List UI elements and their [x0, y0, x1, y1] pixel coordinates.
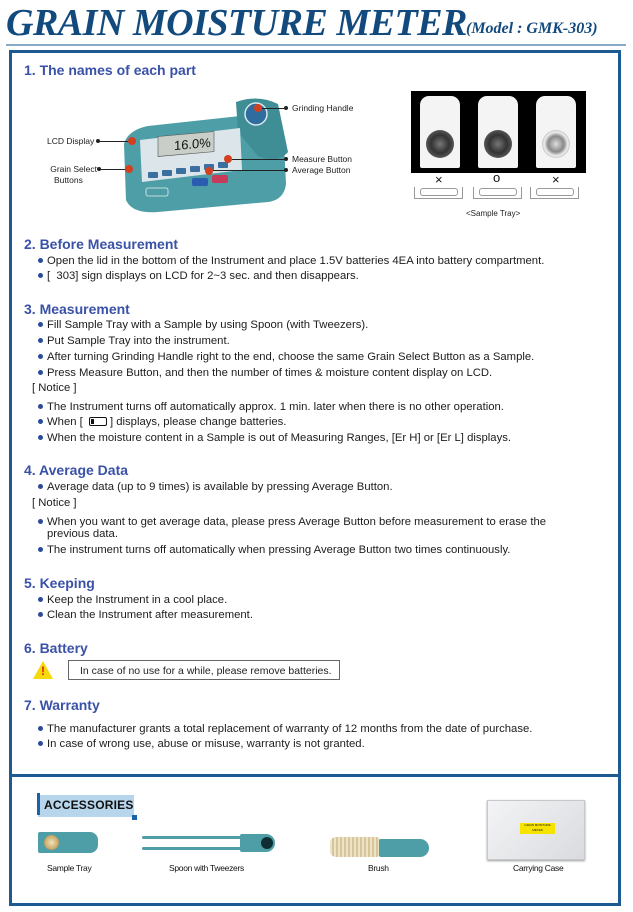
callout-dot: [284, 157, 288, 161]
list-item: Keep the Instrument in a cool place.: [38, 593, 227, 607]
tray-well: [44, 835, 59, 850]
accessory-label-sample-tray: Sample Tray: [47, 863, 92, 873]
section-heading-battery: 6. Battery: [24, 640, 88, 656]
bullet-icon: [38, 612, 43, 617]
measure-leader: [232, 159, 284, 160]
section-heading-keeping: 5. Keeping: [24, 575, 95, 591]
bullet-icon: [38, 547, 43, 552]
accessory-label-brush: Brush: [368, 863, 389, 873]
bullet-icon: [38, 273, 43, 278]
incorrect-mark: ×: [435, 172, 443, 187]
bullet-icon: [38, 519, 43, 524]
sample-tray-correct: [478, 96, 518, 168]
grinding-handle-marker: [254, 104, 262, 112]
spoon-tweezers-image: [142, 836, 275, 850]
list-item: After turning Grinding Handle right to the end, choose the same Grain Select Button as a Sample.: [38, 350, 534, 364]
sample-tray-caption: <Sample Tray>: [466, 209, 521, 218]
list-item: When [ ] displays, please change batteries.: [38, 415, 286, 429]
grain-select-leader: [100, 169, 126, 170]
list-item: [ 303] sign displays on LCD for 2~3 sec. and then disappears.: [38, 269, 359, 283]
lcd-reading: 16.0%: [174, 134, 211, 154]
title-bar: [6, 2, 626, 46]
bullet-icon: [38, 404, 43, 409]
callout-dot: [284, 168, 288, 172]
list-item: When you want to get average data, please press Average Button before measurement to erase the: [38, 515, 546, 529]
label-grain-select-buttons: Buttons: [54, 175, 83, 185]
label-grain-select: Grain Select: [50, 164, 97, 174]
sample-tray-image: [38, 832, 98, 853]
carrying-case-image: [487, 800, 585, 860]
grinding-handle-leader: [262, 108, 284, 109]
sample-tray-underfilled: [536, 96, 576, 168]
accessories-badge: [38, 795, 134, 817]
bullet-icon: [38, 741, 43, 746]
accessories-divider: [9, 774, 621, 777]
section-heading-average: 4. Average Data: [24, 462, 129, 478]
list-item: When the moisture content in a Sample is out of Measuring Ranges, [Er H] or [Er L] displays.: [38, 431, 511, 445]
average-key: [192, 178, 208, 186]
list-item: In case of wrong use, abuse or misuse, warranty is not granted.: [38, 737, 365, 751]
warning-exclamation: !: [41, 664, 45, 678]
accessories-heading: ACCESSORIES: [44, 798, 134, 812]
tweezer-arm: [142, 847, 250, 850]
grain-sample: [542, 130, 570, 158]
tray-side-view: [414, 187, 463, 199]
sample-tray-photos: [411, 91, 586, 173]
battery-low-icon: [89, 417, 107, 426]
tray-side-view: [473, 187, 522, 199]
list-item: Press Measure Button, and then the number of times & moisture content display on LCD.: [38, 366, 492, 380]
bullet-icon: [38, 370, 43, 375]
correct-mark: o: [493, 170, 501, 185]
spoon-cup: [261, 837, 273, 849]
tray-side-view: [530, 187, 579, 199]
list-item-continuation: previous data.: [47, 528, 118, 540]
badge-accent: [132, 815, 137, 820]
bullet-icon: [38, 726, 43, 731]
incorrect-mark: ×: [552, 172, 560, 187]
list-item: Clean the Instrument after measurement.: [38, 608, 253, 622]
average-button-marker: [205, 167, 213, 175]
notice-label: [ Notice ]: [32, 497, 77, 509]
measure-button-marker: [224, 155, 232, 163]
accessory-label-spoon: Spoon with Tweezers: [169, 863, 244, 873]
section-heading-before: 2. Before Measurement: [24, 236, 179, 252]
model-number: (Model : GMK-303): [466, 20, 598, 37]
section-heading-measurement: 3. Measurement: [24, 301, 130, 317]
sample-tray-overfilled: [420, 96, 460, 168]
label-average-button: Average Button: [292, 165, 351, 175]
brush-bristles: [330, 837, 382, 857]
list-item: Put Sample Tray into the instrument.: [38, 334, 230, 348]
notice-label: [ Notice ]: [32, 382, 77, 394]
bullet-icon: [38, 435, 43, 440]
callout-dot: [284, 106, 288, 110]
bullet-icon: [38, 354, 43, 359]
case-label: GRAIN MOISTURE METER: [520, 823, 555, 834]
label-lcd-display: LCD Display: [47, 136, 95, 146]
grain-sample: [426, 130, 454, 158]
grain-select-marker: [125, 165, 133, 173]
bullet-icon: [38, 258, 43, 263]
accessory-label-carrying-case: Carrying Case: [513, 863, 564, 873]
list-item: The instrument turns off automatically when pressing Average Button two times continuously.: [38, 543, 510, 557]
list-item: Average data (up to 9 times) is available by pressing Average Button.: [38, 480, 393, 494]
measure-key: [212, 175, 228, 183]
bullet-icon: [38, 484, 43, 489]
page-title: GRAIN MOISTURE METER: [6, 2, 467, 44]
device-illustration: [118, 92, 290, 214]
list-item: The Instrument turns off automatically approx. 1 min. later when there is no other operation.: [38, 400, 504, 414]
brush-image: [330, 836, 430, 858]
bullet-icon: [38, 419, 43, 424]
section-heading-parts: 1. The names of each part: [24, 62, 196, 78]
bullet-icon: [38, 322, 43, 327]
battery-warning: In case of no use for a while, please remove batteries.: [68, 660, 340, 680]
section-heading-warranty: 7. Warranty: [24, 697, 100, 713]
badge-accent: [37, 793, 40, 815]
bullet-icon: [38, 338, 43, 343]
content-frame: [9, 50, 621, 906]
grain-moisture-meter-image: [118, 92, 290, 214]
brush-handle: [379, 839, 429, 857]
tweezer-arm: [142, 836, 250, 839]
list-item: Open the lid in the bottom of the Instrument and place 1.5V batteries 4EA into battery compartment.: [38, 254, 544, 268]
lcd-marker: [128, 137, 136, 145]
lcd-leader: [99, 141, 129, 142]
grain-sample: [484, 130, 512, 158]
bullet-icon: [38, 597, 43, 602]
label-measure-button: Measure Button: [292, 154, 353, 164]
label-grinding-handle: Grinding Handle: [292, 103, 354, 113]
list-item: Fill Sample Tray with a Sample by using Spoon (with Tweezers).: [38, 318, 368, 332]
list-item: The manufacturer grants a total replacement of warranty of 12 months from the date of purchase.: [38, 722, 532, 736]
average-leader: [213, 170, 284, 171]
